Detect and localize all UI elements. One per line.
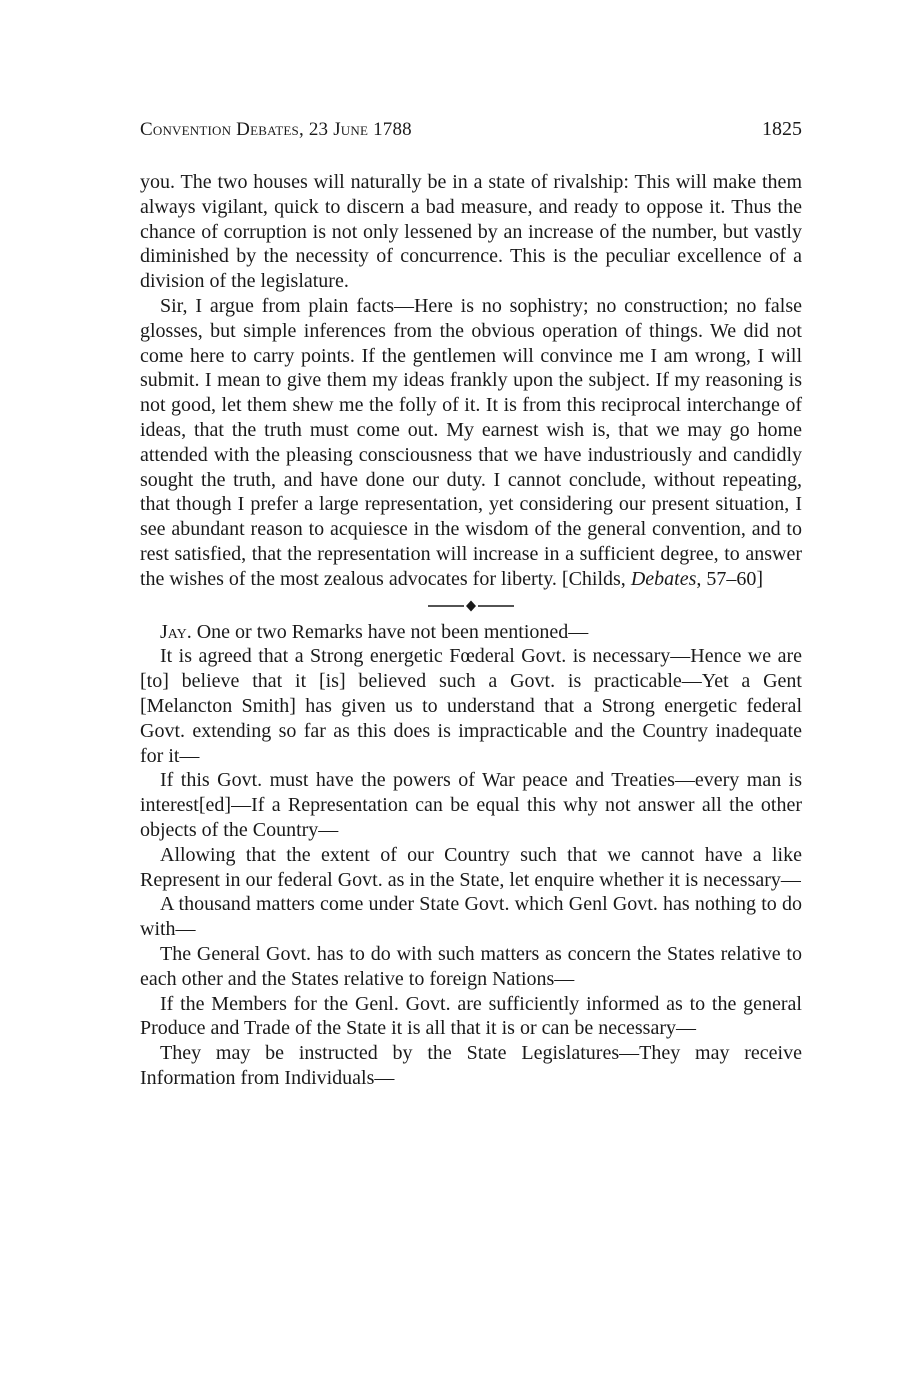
source-title: Debates xyxy=(630,567,697,590)
paragraph: Allowing that the extent of our Country such that we cannot have a like Represent in our federal Govt. as in the State, let enquire whether it is necessary— xyxy=(140,843,802,891)
paragraph xyxy=(140,294,802,592)
paragraph: It is agreed that a Strong energetic Fœderal Govt. is necessary—Hence we are [to] believe that it [is] believed such a Govt. is practicable—Yet a Gent [Melancton Smith] has given us to understand that a Strong energetic federal Govt. extending so far as this does is impracticable and the Country inadequate for it— xyxy=(140,645,802,767)
page-number: 1825 xyxy=(762,118,802,140)
paragraph: They may be instructed by the State Legislatures—They may receive Information from Individuals— xyxy=(140,1042,802,1089)
paragraph: A thousand matters come under State Govt. which Genl Govt. has nothing to do with— xyxy=(140,893,802,941)
paragraph: you. The two houses will naturally be in a state of rivalship: This will make them always vigilant, quick to discern a bad measure, and ready to oppose it. Thus the chance of corruption is not only lessened by an increase of the number, but vastly diminished by the necessity of concurrence. This is the peculiar excellence of a division of the legislature. xyxy=(140,171,802,293)
document-page xyxy=(140,118,802,1091)
section-divider xyxy=(140,592,802,620)
paragraph: If the Members for the Genl. Govt. are sufficiently informed as to the general Produce and Trade of the State it is all that it is or can be necessary— xyxy=(140,992,802,1040)
paragraph-text: Sir, I argue from plain facts—Here is no sophistry; no construction; no false glosses, but simple inferences from the obvious operation of things. We did not come here to carry points. If the gentlemen will convince me I am wrong, I will submit. I mean to give them my ideas frankly upon the subject. If my reasoning is not good, let them shew me the folly of it. It is from this reciprocal interchange of ideas, that the truth must come out. My earnest wish is, that we may go home attended with the pleasing consciousness that we have industriously and candidly sought the truth, and have done our duty. I cannot conclude, without repeating, that though I prefer a large representation, yet considering our present situation, I see abundant reason to acquiesce in the wisdom of the general convention, and to rest satisfied, that the representation will increase in a sufficient degree, to answer the wishes of the most zealous advocates for liberty. [Childs, xyxy=(140,294,802,590)
source-pages: , 57–60] xyxy=(696,567,764,590)
running-title: Convention Debates, 23 June 1788 xyxy=(140,119,412,140)
paragraph: The General Govt. has to do with such matters as concern the States relative to each other and the States relative to foreign Nations— xyxy=(140,942,802,990)
paragraph: If this Govt. must have the powers of War peace and Treaties—every man is interest[ed]—If a Representation can be equal this why not answer all the other objects of the Country— xyxy=(140,769,802,841)
speaker-name: Jay xyxy=(160,620,187,643)
diamond-rule-icon xyxy=(428,599,514,613)
body-text xyxy=(140,170,802,1091)
speaker-paragraph xyxy=(140,620,802,645)
paragraph-text: . One or two Remarks have not been mentioned— xyxy=(186,620,589,643)
running-head xyxy=(140,118,802,148)
